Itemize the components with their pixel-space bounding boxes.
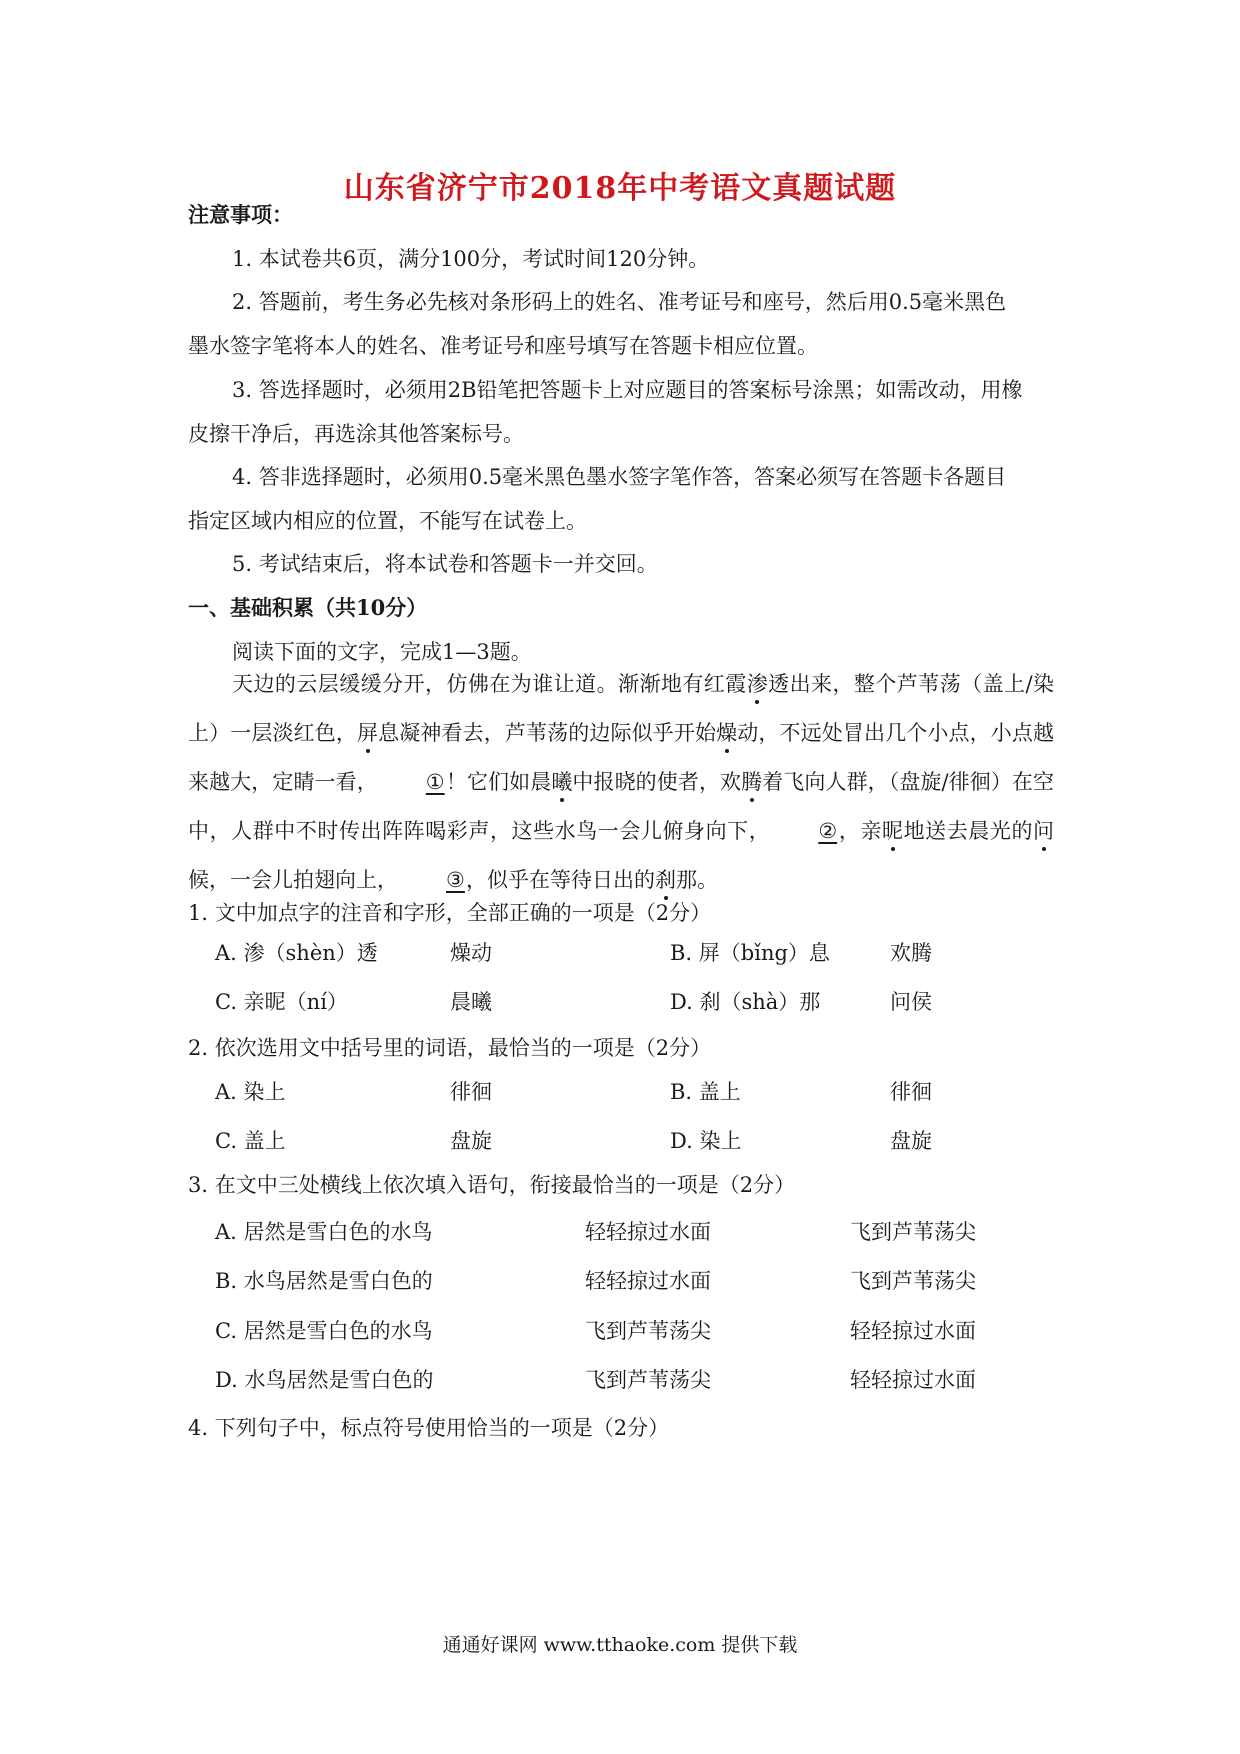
q2-option-c-word: 盘旋 [450,1129,492,1153]
blank-2: ② [818,819,838,843]
q1-option-d: D. 刹（shà）那 [670,990,821,1014]
q2-option-d-word: 盘旋 [890,1129,932,1153]
reading-passage: 天边的云层缓缓分开，仿佛在为谁让道。渐渐地有红霞渗透出来，整个芦苇荡（盖上/染上）一层淡红色，屏息凝神看去，芦苇荡的边际似乎开始燥动，不远处冒出几个小点，小点越来越大，定睛一看， ①！它们如晨曦中报晓的使者，欢腾着飞向人群，（盘旋/徘徊）在空中，人群中不时传出阵阵喝彩声，这些水鸟一会儿俯身向下， ②，亲昵地送去晨光的问候，一会儿拍翅向上， ③，似乎在等待日出的刹那。 [188,660,1054,905]
question-1-stem: 1. 文中加点字的注音和字形，全部正确的一项是（2分） [188,901,712,925]
page-title: 山东省济宁市2018年中考语文真题试题 [343,171,897,206]
notice-item-4: 4. 答非选择题时，必须用0.5毫米黑色墨水签字笔作答，答案必须写在答题卡各题目 [232,465,1007,489]
dotted-char: 燥 [716,721,738,745]
q1-option-b: B. 屏（bǐng）息 [670,941,830,965]
q2-option-b-word: 徘徊 [890,1080,932,1104]
q2-option-a: A. 染上 [215,1080,286,1104]
question-4-stem: 4. 下列句子中，标点符号使用恰当的一项是（2分） [188,1416,670,1440]
dotted-char: 刹 [655,868,676,892]
notice-item-3-cont: 皮擦干净后，再选涂其他答案标号。 [188,422,524,446]
q3-option-a: A. 居然是雪白色的水鸟 [215,1220,433,1244]
dotted-char: 渗 [746,672,769,696]
dotted-char: 曦 [551,770,573,794]
notice-item-2-cont: 墨水签字笔将本人的姓名、准考证号和座号填写在答题卡相应位置。 [188,334,818,358]
dotted-char: 昵 [882,819,904,843]
q1-option-a-word: 燥动 [450,941,492,965]
q1-option-c: C. 亲昵（ní） [215,990,348,1014]
q3-option-d-3: 轻轻掠过水面 [850,1368,976,1392]
q2-option-a-word: 徘徊 [450,1080,492,1104]
q3-option-c: C. 居然是雪白色的水鸟 [215,1319,433,1343]
notice-item-2: 2. 答题前，考生务必先核对条形码上的姓名、准考证号和座号，然后用0.5毫米黑色 [232,290,1007,314]
notice-item-4-cont: 指定区域内相应的位置，不能写在试卷上。 [188,509,587,533]
q3-option-b-3: 飞到芦苇荡尖 [850,1269,976,1293]
q3-option-d: D. 水鸟居然是雪白色的 [215,1368,434,1392]
notice-item-5: 5. 考试结束后，将本试卷和答题卡一并交回。 [232,552,658,576]
dotted-char: 问 [1033,819,1055,843]
q1-option-a: A. 渗（shèn）透 [215,941,378,965]
q2-option-d: D. 染上 [670,1129,742,1153]
question-2-stem: 2. 依次选用文中括号里的词语，最恰当的一项是（2分） [188,1036,712,1060]
page-footer: 通通好课网 www.tthaoke.com 提供下载 [442,1634,798,1656]
reading-intro: 阅读下面的文字，完成1—3题。 [232,640,532,664]
notice-item-1: 1. 本试卷共6页，满分100分，考试时间120分钟。 [232,247,710,271]
dotted-char: 屏 [357,721,379,745]
section-heading: 一、基础积累（共10分） [188,595,428,620]
q3-option-a-2: 轻轻掠过水面 [585,1220,711,1244]
q1-option-c-word: 晨曦 [450,990,492,1014]
dotted-char: 腾 [741,770,763,794]
q2-option-c: C. 盖上 [215,1129,286,1153]
q1-option-d-word: 问侯 [890,990,932,1014]
notice-heading: 注意事项： [188,202,293,227]
q3-option-b: B. 水鸟居然是雪白色的 [215,1269,433,1293]
q3-option-b-2: 轻轻掠过水面 [585,1269,711,1293]
notice-item-3: 3. 答选择题时，必须用2B铅笔把答题卡上对应题目的答案标号涂黑；如需改动，用橡 [232,378,1023,402]
blank-1: ① [425,770,445,794]
q1-option-b-word: 欢腾 [890,941,932,965]
q2-option-b: B. 盖上 [670,1080,741,1104]
blank-3: ③ [446,868,465,892]
q3-option-c-2: 飞到芦苇荡尖 [585,1319,711,1343]
q3-option-c-3: 轻轻掠过水面 [850,1319,976,1343]
q3-option-d-2: 飞到芦苇荡尖 [585,1368,711,1392]
q3-option-a-3: 飞到芦苇荡尖 [850,1220,976,1244]
question-3-stem: 3. 在文中三处横线上依次填入语句，衔接最恰当的一项是（2分） [188,1173,796,1197]
